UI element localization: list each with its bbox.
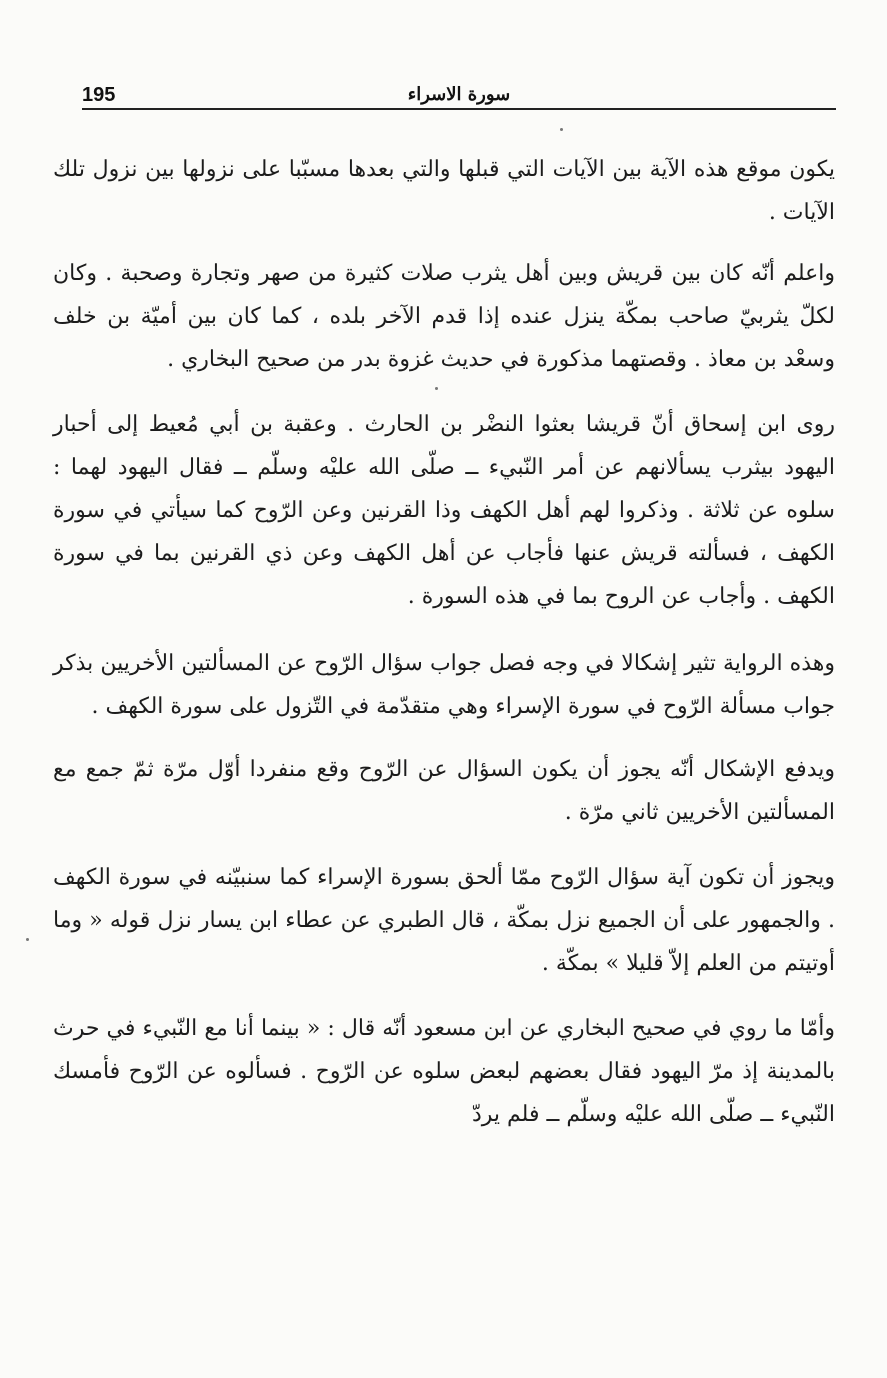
paragraph: ويجوز أن تكون آية سؤال الرّوح ممّا ألحق بسورة الإسراء كما سنبيّنه في سورة الكهف . والجمهور على أن الجميع نزل بمكّة ، قال الطبري عن عطاء ابن يسار نزل قوله « وما أوتيتم من العلم إلاّ قليلا » بمكّة . <box>53 865 835 976</box>
paragraph: وأمّا ما روي في صحيح البخاري عن ابن مسعود أنّه قال : « بينما أنا مع النّبيء في حرث بالمدينة إذ مرّ اليهود فقال بعضهم لبعض سلوه عن الرّوح . فسألوه عن الرّوح فأمسك النّبيء ــ صلّى الله عليْه وسلّم ــ فلم يردّ <box>53 1016 835 1127</box>
scan-speck <box>435 387 438 390</box>
page-number: 195 <box>82 84 116 106</box>
scan-speck <box>26 938 29 941</box>
page-header <box>82 84 836 110</box>
paragraph: روى ابن إسحاق أنّ قريشا بعثوا النضْر بن الحارث . وعقبة بن أبي مُعيط إلى أحبار اليهود بيثرب يسألانهم عن أمر النّبيء ــ صلّى الله عليْه وسلّم ــ فقال اليهود لهما : سلوه عن ثلاثة . وذكروا لهم أهل الكهف وذا القرنين وعن الرّوح كما سيأتي في سورة الكهف ، فسألته قريش عنها فأجاب عن أهل الكهف وعن ذي القرنين بما في سورة الكهف . وأجاب عن الروح بما في هذه السورة . <box>53 412 835 609</box>
paragraph: ويدفع الإشكال أنّه يجوز أن يكون السؤال عن الرّوح وقع منفردا أوّل مرّة ثمّ جمع مع المسألتين الأخريين ثاني مرّة . <box>53 757 835 825</box>
running-title: سورة الاسراء <box>407 84 511 105</box>
paragraph: يكون موقع هذه الآية بين الآيات التي قبلها والتي بعدها مسبّبا على نزولها بين نزول تلك الآيات . <box>53 157 835 225</box>
scan-speck <box>560 128 563 131</box>
paragraph: وهذه الرواية تثير إشكالا في وجه فصل جواب سؤال الرّوح عن المسألتين الأخريين بذكر جواب مسألة الرّوح في سورة الإسراء وهي متقدّمة في التّزول على سورة الكهف . <box>53 651 835 719</box>
header-divider <box>82 108 836 110</box>
page-body <box>53 148 835 1156</box>
paragraph: واعلم أنّه كان بين قريش وبين أهل يثرب صلات كثيرة من صهر وتجارة وصحبة . وكان لكلّ يثربيّ صاحب بمكّة ينزل عنده إذا قدم الآخر بلده ، كما كان بين أميّة بن خلف وسعْد بن معاذ . وقصتهما مذكورة في حديث غزوة بدر من صحيح البخاري . <box>53 261 835 372</box>
